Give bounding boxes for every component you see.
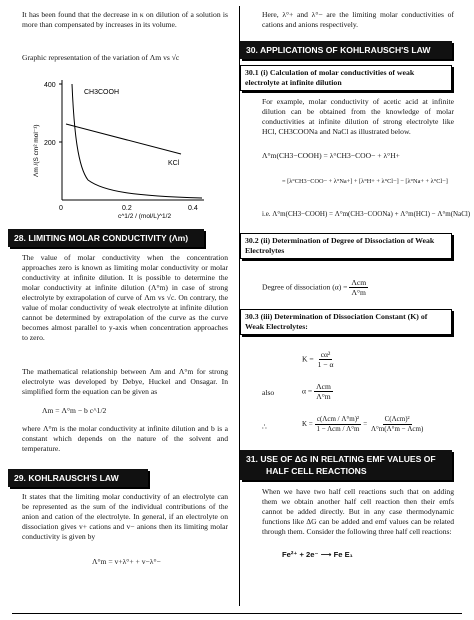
dissociation-constant-equation [302,350,335,369]
y-tick-200: 200 [44,140,56,147]
k-expanded-equation [302,415,425,434]
kcl-label: KCl [168,160,180,167]
acetic-acid-curve [72,84,202,198]
alpha-numerator: Λcm [316,382,331,391]
k2-fraction-1 [315,415,362,434]
x-tick-0-4: 0.4 [188,205,198,212]
section-28-paragraph-1: The value of molar conductivity when the concentration approaches zero is known as limiting molar conductivity or molar conductivity at infinite dilution. It is possible to determine the molar conductivity at infinite dilution (Λ°m) in case of strong electrolyte by extrapolation of curve of Λm vs √c. On contrary, the value of molar conductivity of weak electrolyte at infinite dilution cannot be determined by extrapolation of the curve as the curve becomes almost parallel to y-axis when concentration approaches to zero. [22,253,228,342]
section-29-paragraph: It states that the limiting molar conductivity of an electrolyte can be represented as the sum of the individual contributions of the anion and cation of the electrolyte. In general, if an electrolyte on dissociation gives v+ cations and v− anions then its limiting molar conductivity is given by [22,492,228,541]
section-31-paragraph: When we have two half cell reactions such that on adding them we obtain another half cell reaction then their emfs cannot be added directly. But in any case thermodynamic functions like ΔG can be added and emf values can be related through them. Consider the following three half cell reactions: [262,487,454,536]
subsection-30-2-title: 30.2 (ii) Determination of Degree of Dissociation of Weak Electrolytes [245,236,435,255]
acetic-acid-equation-2: = [λ°CH3−COO− + λ°Na+] + [λ°H+ + λ°Cl−] − [λ°Na+ + λ°Cl−] [282,178,448,185]
k2-denominator-1: 1 − Λcm / Λ°m [316,425,360,433]
alpha-equation [302,382,333,401]
limiting-conductivity-note: Here, λ°+ and λ°− are the limiting molar conductivities of cations and anions respectively. [262,10,454,29]
section-30-title: 30. APPLICATIONS OF KOHLRAUSCH'S LAW [246,45,431,55]
section-30-header [240,41,452,59]
k2-lhs: K = [302,420,313,429]
k-lhs: K = [302,354,314,364]
subsection-30-3-title: 30.3 (iii) Determination of Dissociation Constant (K) of Weak Electrolytes: [245,312,428,331]
debye-huckel-equation: Λm = Λ°m − b c^1/2 [42,406,107,415]
dod-fraction [349,278,368,297]
kcl-curve [66,124,181,154]
y-axis-label: Λm /(S cm² mol⁻¹) [33,124,40,177]
section-28-header [8,229,204,247]
subsection-30-1-header [240,65,452,91]
k2-numerator-2: C(Λcm)² [384,415,410,423]
subsection-30-3-header [240,309,452,335]
alpha-denominator: Λ°m [316,392,331,401]
k2-fraction-2 [369,415,425,434]
alpha-fraction [314,382,333,401]
therefore-symbol: ∴ [262,422,267,431]
section-31-title-line-1: 31. USE OF ΔG IN RELATING EMF VALUES OF [246,454,436,464]
x-tick-0-2: 0.2 [122,205,132,212]
dod-lhs: Degree of dissociation (α) = [262,282,348,292]
k-denominator: 1 − α [317,360,334,369]
subsection-30-1-title: 30.1 (i) Calculation of molar conductivities of weak electrolyte at infinite dilution [245,68,415,87]
iron-half-cell-equation: Fe²⁺ + 2e⁻ ⟶ Fe E₁ [282,550,353,559]
dod-denominator: Λ°m [351,288,366,297]
k2-equals: = [363,420,368,429]
k-numerator: cα² [320,350,331,359]
degree-of-dissociation-equation [262,278,368,297]
alpha-lhs: α = [302,386,313,396]
section-31-header [240,450,452,480]
also-label: also [262,388,275,397]
bottom-rule [12,613,462,614]
k-fraction [316,350,336,369]
acetic-acid-equation-3: i.e. Λ°m(CH3−COOH) = Λ°m(CH3−COONa) + Λ°m(HCl) − Λ°m(NaCl) [262,210,471,218]
section-30-1-paragraph: For example, molar conductivity of acetic acid at infinite dilution can be obtained from the knowledge of molar conductivities at infinite dilution of strong electrolyte like HCl, CH3COONa and NaCl as illustrated below. [262,97,454,136]
acetic-acid-equation-1: Λ°m(CH3−COOH) = λ°CH3−COO− + λ°H+ [262,151,400,160]
acetic-acid-label: CH3COOH [84,89,120,96]
graph-caption: Graphic representation of the variation of Λm vs √c [22,53,180,62]
x-tick-0: 0 [59,205,63,212]
section-28-title: 28. LIMITING MOLAR CONDUCTIVITY (Λm) [14,233,189,243]
section-31-title-line-2: HALF CELL REACTIONS [266,466,367,476]
section-29-header [8,469,148,487]
subsection-30-2-header [240,233,452,259]
kohlrausch-equation: Λ°m = v+λ°+ + v−λ°− [92,557,161,566]
dod-numerator: Λcm [351,278,367,287]
k2-numerator-1: c(Λcm / Λ°m)² [316,415,360,423]
section-28-paragraph-3: where Λ°m is the molar conductivity at infinite dilution and b is a constant which depends on the nature of the solvent and temperature. [22,424,228,453]
y-tick-400: 400 [44,82,56,89]
section-28-paragraph-2: The mathematical relationship between Λm and Λ°m for strong electrolyte was developed by Debye, Huckel and Onsagar. In simplified form the equation can be given as [22,367,228,396]
conductivity-graph [26,72,226,222]
column-divider [239,6,240,606]
section-29-title: 29. KOHLRAUSCH'S LAW [14,473,119,483]
k2-denominator-2: Λ°m(Λ°m − Λcm) [370,425,424,433]
x-axis-label: c^1/2 / (mol/L)^1/2 [118,213,172,220]
intro-paragraph: It has been found that the decrease in κ on dilution of a solution is more than compensated by increases in its volume. [22,10,228,29]
